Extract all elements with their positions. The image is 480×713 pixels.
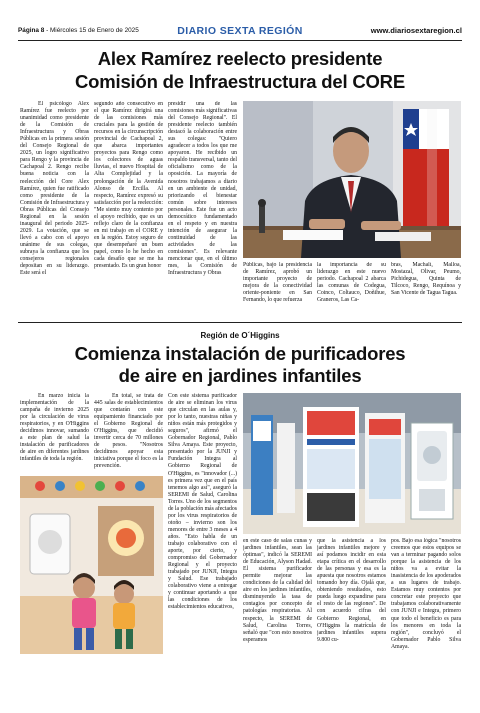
page-date: - Miércoles 15 de Enero de 2025	[44, 27, 139, 34]
header-rule	[18, 40, 462, 41]
article2-photo-right	[243, 393, 461, 534]
article1-photo	[243, 101, 461, 258]
article1-column-5: la importancia de su liderazgo en este nuevo periodo. Cachapoal 2 abarca las comunas de Codegua, Coinco, Coltauco, Doñihue, Graneros, Las Ca-	[317, 262, 386, 304]
article2-headline-line1: Comienza instalación de purificadores	[74, 343, 406, 364]
newspaper-url[interactable]: www.diariosextaregion.cl	[370, 26, 462, 35]
article2-column-1: En marzo inicia la implementación de la campaña de invierno 2025 por la circulación de virus respiratorios, y en O'Higgins decidimos innovar, sumando a este plan de salud la instalación de purificadores de aire en diferentes jardines infantiles de toda la región.	[20, 393, 89, 463]
air-purifier-display-photo	[243, 393, 461, 534]
article1-column-1: El psicólogo Alex Ramírez fue reelecto por unanimidad como presidente de la Comisión de Infraestructura y Obras Públicas en la primera sesión del Consejo Regional de 2025, un logro significativo para Rengo y la provincia de Cachapoal 2. Rengo recibe buena noticia con la reelección del Core Alex Ramírez, quien fue ratificado como presidente de la Comisión de Infraestructura y Obras Públicas del Consejo Regional en la sesión inaugural del periodo 2025-2029. La votación, que se llevó a cabo con el apoyo unánime de sus colegas, subraya la confianza que los consejeros regionales depositan en su liderazgo. Este será el	[20, 101, 89, 277]
article1-headline-line1: Alex Ramírez reelecto presidente	[97, 48, 383, 69]
children-classroom-photo	[20, 476, 163, 654]
article1-column-4: Públicas, bajo la presidencia de Ramírez, aprobó un importante proyecto de mejora de la conectividad oriente-poniente en San Fernando, lo que refuerza	[243, 262, 312, 304]
section-divider	[18, 322, 462, 323]
article2-column-4: en este caso de salas cunas y jardines infantiles, sean las óptimas", indicó la SEREMI de Educación, Alyson Hadad. El sistema purificador permite mejorar las condiciones de la calidad del aire en los jardines infantiles, disminuyendo la tasa de contagios por concepto de patologías respiratorias. Al respecto, la SEREMI de Salud, Carolina Torres, señaló que "con esto nosotros esperamos	[243, 538, 312, 643]
article2-column-6: pos. Bajo esa lógica "nosotros creemos que estos equipos se van a terminar pagando solos porque la asistencia de los niños va a evitar la inasistencia de los apoderados a sus lugares de trabajo. Estamos muy contentos por concretar este proyecto que trabajamos colaborativamente con JUNJI e Integra, primero que todo el beneficio es para los menores en toda la región", concluyó el Gobernador Pablo Silva Amaya.	[391, 538, 461, 650]
article2-headline-line2: de aire en jardines infantiles	[118, 365, 362, 386]
article1-column-2: segundo año consecutivo en el que Ramírez dirigirá una de las comisiones más cruciales para la gestión de recursos en la circunscripción provincial de Cachapoal 2, que abarca importantes proyectos para Rengo como los colectores de aguas lluvias, el nuevo Hospital de Alta Complejidad y la prolongación de la Avenida Alonso de Ercilla. Al respecto, Ramírez expresó su satisfacción por la reelección: "Me siento muy contento por el apoyo recibido, que es un reflejo claro de la confianza en mi trabajo en el CORE y en la región. Estoy seguro de que desempeñaré un buen papel, como lo he hecho en cada desafío que se me ha presentado. Es un gran honor	[94, 101, 163, 270]
article2-photo-left	[20, 476, 163, 654]
article1-column-3: presidir una de las comisiones más significativas del Consejo Regional". El presidente reelecto también destacó la colaboración entre sus colegas: "Quiero agradecer a todos los que me apoyaron. He recibido un respaldo transversal, tanto del oficialismo como de la oposición. La mayoría de nosotros trabajamos a diario en un ambiente de unidad, priorizando el bienestar común sobre intereses personales. Este fue un acto democrático fundamentado en el respeto y en nuestra intención de asegurar la continuidad de las actividades de las comisiones". Es relevante mencionar que, en el último mes, la Comisión de Infraestructura y Obras	[168, 101, 237, 277]
article2-column-3: Con este sistema purificador de aire se eliminan los virus que circulan en las aulas y, por lo tanto, nuestras niñas y niños están más protegidos y seguros", afirmó el Gobernador Regional, Pablo Silva Amaya. Este proyecto, presentado por la JUNJI y Fundación Integra al Gobierno Regional de O'Higgins, es "innovador (...) es primera vez que en el país tenemos algo así", aseguró la SEREMI de Salud, Carolina Torres. Uno de los segmentos de la población más afectados por los virus respiratorios de otoño – invierno son los menores de entre 3 meses a 4 años. "Esto habla de un trabajo colaborativo con el aporte, por cierto, y compromiso del Gobernador Regional y el proyecto trabajado por JUNJI, Integra y Salud. Ese trabajado colaborativo viene a entregar y continuar aportando a que las condiciones de los establecimientos educativos,	[168, 393, 237, 611]
page-number: Página 8	[18, 27, 45, 34]
article2-kicker: Región de O´Higgins	[200, 331, 280, 340]
newspaper-name: DIARIO SEXTA REGIÓN	[177, 25, 303, 37]
page-header	[18, 25, 462, 39]
article1-headline-line2: Comisión de Infraestructura del CORE	[75, 71, 405, 92]
article2-column-5: que la asistencia a los jardines infantiles mejore y así podamos incidir en esta etapa crítica en el desarrollo de las personas y esa es la apuesta que nosotros estamos tomando hoy día. Ojalá que, obteniendo resultados, esto pueda luego expandirse para el resto de las regiones". De con acuerdo cifras del Gobierno Regional, en O'Higgins la matrícula de jardines infantiles supera 9.800 cu-	[317, 538, 386, 643]
article1-column-6: bras, Machalí, Malloa, Mostazal, Olivar, Peumo, Pichidegua, Quinta de Tilcoco, Rengo, Requínoa y San Vicente de Tagua Tagua.	[391, 262, 461, 297]
article2-column-2: En total, se trata de 445 salas de establecimientos que contarán con este equipamiento financiado por el Gobierno Regional de O'Higgins, que decidió invertir cerca de 70 millones de pesos. "Nosotros decidimos apoyar esta iniciativa porque el foco es la prevención.	[94, 393, 163, 470]
council-member-photo	[243, 101, 461, 258]
